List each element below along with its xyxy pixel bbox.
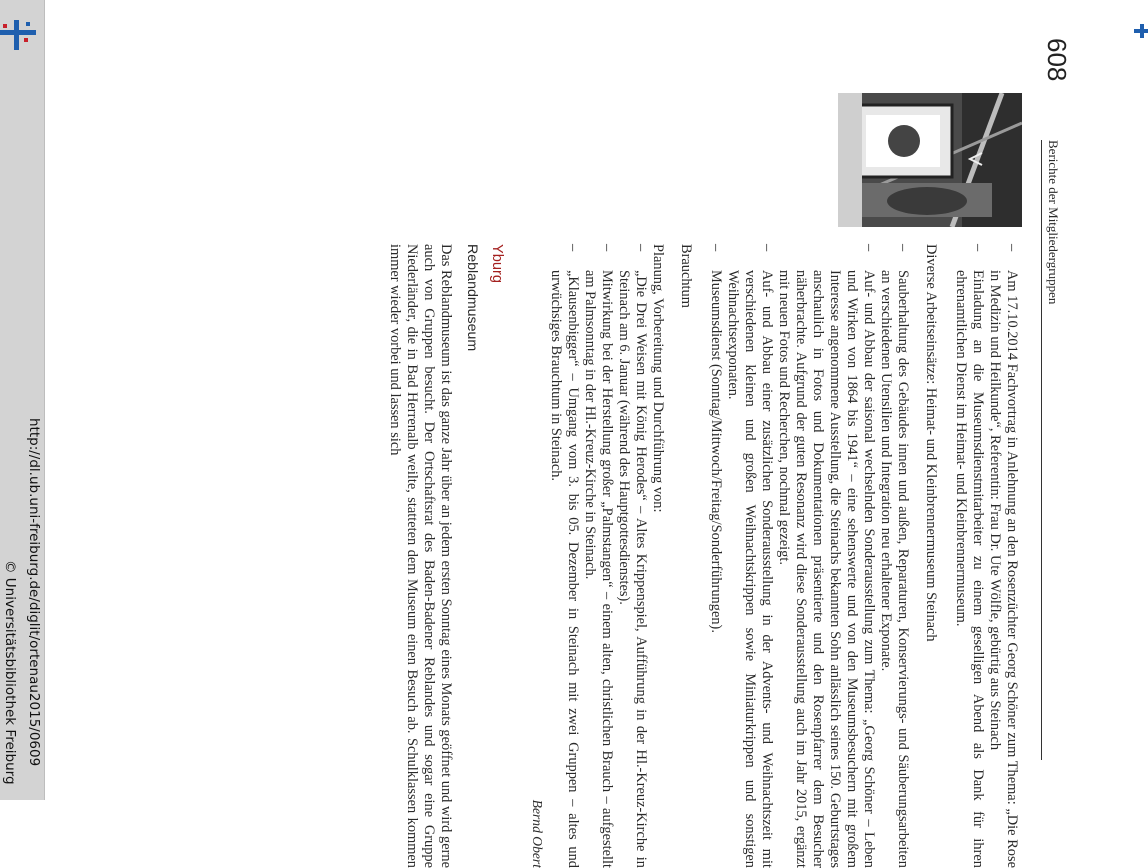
museum-photo xyxy=(838,93,1022,227)
section-heading-work: Diverse Arbeitseinsätze: Heimat- und Kleinbrennermuseum Steinach xyxy=(923,244,939,642)
list-item: – Einladung an die Museumsdienstmitarbeiter zu einem geselligen Abend als Dank für ihren ehrenamtlichen Dienst im Heimat- und Kleinbrennermuseum. xyxy=(952,244,986,868)
list-item: – Am 17.10.2014 Fachvortrag in Anlehnung an den Rosenzüchter Georg Schöner zum Thema: „Die Rose in Medizin und Heilkunde“, Referentin: Frau Dr. Ute Wölfle, gebürtig aus Steinach xyxy=(986,244,1020,868)
body-paragraph: Das Reblandmuseum ist das ganze Jahr über an jedem ersten Sonntag eines Monats geöffnet und wird gerne auch von Gruppen besucht. Der Ortschaftsrat des Baden-Badener Reblandes und sogar eine Gruppe Niederländer, die in Bad Herrenalb weilte, statteten dem Museum einen Besuch ab. Schulklassen kommen immer wieder vorbei und lassen sich xyxy=(387,244,454,868)
event-list xyxy=(952,244,1020,868)
viewer-edge-icon xyxy=(1134,24,1148,38)
book-page xyxy=(86,0,1072,868)
running-head-text: Berichte der Mitgliedergruppen xyxy=(1046,140,1061,305)
list-item: – „Klausenbigger“ – Umgang vom 3. bis 05. Dezember in Steinach mit zwei Gruppen – altes und urwüchsiges Brauchtum in Steinach. xyxy=(547,244,581,868)
section-heading-brauchtum: Brauchtum xyxy=(678,244,694,308)
list-item: – Museumsdienst (Sonntag/Mittwoch/Freitag/Sonderführungen). xyxy=(707,244,724,868)
document-url[interactable]: http://dl.ub.uni-freiburg.de/diglit/ortenau2015/0609 xyxy=(26,418,42,767)
framed-picture-image xyxy=(838,93,1022,227)
subheading-reblandmuseum: Reblandmuseum xyxy=(464,244,480,352)
running-head xyxy=(1041,140,1062,760)
brauchtum-list xyxy=(547,244,649,868)
library-logo-icon xyxy=(0,16,44,56)
list-item: – „Die Drei Weisen mit König Herodes“ – Altes Krippenspiel, Aufführung in der Hl.-Kreuz-Kirche in Steinach am 6. Januar (während des Hauptgottesdienstes). xyxy=(615,244,649,868)
section-title-yburg: Yburg xyxy=(489,244,505,283)
brauchtum-intro: Planung, Vorbereitung und Durchführung von: xyxy=(650,244,666,513)
author-signature: Bernd Obert xyxy=(530,799,545,868)
list-item: – Auf- und Abbau einer zusätzlichen Sonderausstellung in der Advents- und Weihnachtszeit mit verschiedenen kleinen und großen Weihnachtskrippen sowie Miniaturkrippen und sonstigen Weihnachtsexponaten. xyxy=(724,244,775,868)
list-item: – Mitwirkung bei der Herstellung großer „Palmstangen“ – einem alten, christlichen Brauch – aufgestellt am Palmsonntag in der Hl.-Kreuz-Kirche in Steinach. xyxy=(581,244,615,868)
list-item: – Sauberhaltung des Gebäudes innen und außen, Reparaturen, Konservierungs- und Säuberungsarbeiten an verschiedenen Utensilien und Integration neu erhaltener Exponate. xyxy=(877,244,911,868)
copyright-credit: © Universitätsbibliothek Freiburg xyxy=(2,560,18,785)
page-number: 608 xyxy=(1042,38,1072,82)
main-text xyxy=(386,244,1020,868)
work-list xyxy=(707,244,911,868)
list-item: – Auf- und Abbau der saisonal wechselnden Sonderausstellung zum Thema: „Georg Schöner – Leben und Wirken von 1864 bis 1941“ – eine sehenswerte und von den Museumsbesuchern mit großem Interesse angenommene Ausstellung, die Steinachs bekannten Sohn anlässlich seines 150. Geburtstages anschaulich in Fotos und Dokumentationen präsentierte und den Rosenpfarrer dem Besucher näherbrachte. Aufgrund der guten Resonanz wird diese Sonderausstellung auch im Jahr 2015, ergänzt mit neuen Fotos und Recherchen, nochmal gezeigt. xyxy=(775,244,877,868)
